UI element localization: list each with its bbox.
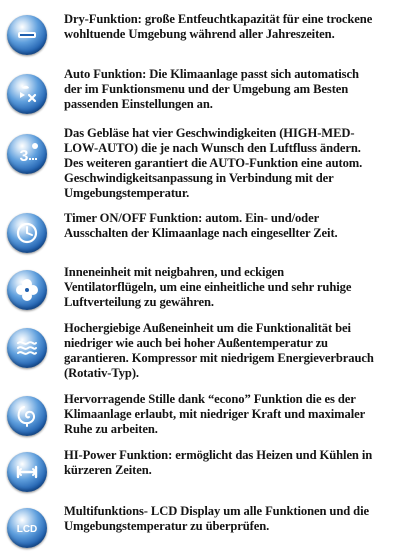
econo-icon <box>7 396 47 436</box>
feature-hi-power-text: HI-Power Funktion: ermöglicht das Heizen und Kühlen in kürzeren Zeiten. <box>64 448 373 477</box>
hi-power-icon <box>7 452 47 492</box>
feature-auto-text: Auto Funktion: Die Klimaanlage passt sich automatisch der im Funktionsmenu und der Umgebung am Besten passenden Einstellungen an. <box>64 67 359 111</box>
feature-lcd-text: Multifunktions- LCD Display um alle Funktionen und die Umgebungstemperatur zu überprüfen. <box>64 504 369 533</box>
outdoor-unit-icon <box>7 328 47 368</box>
dry-mode-icon <box>7 15 47 55</box>
auto-mode-icon <box>7 74 47 114</box>
lcd-display-icon-label: LCD <box>16 524 38 535</box>
feature-fan-speed-text: Das Gebläse hat vier Geschwindigkeiten (HIGH-MED- LOW-AUTO) die je nach Wunsch den Luftfluss ändern. Des weiteren garantiert die AUTO-Funktion eine autom. Geschwindigkeitsanpassung in Verbindung mit der Umgebungstemperatur. <box>64 126 363 200</box>
feature-outdoor-unit-text: Hochergiebige Außeneinheit um die Funktionalität bei niedriger wie auch bei hoher Außentemperatur zu garantieren. Kompressor mit niedrigem Energieverbrauch (Rotativ-Typ). <box>64 321 374 380</box>
feature-dry-text: Dry-Funktion: große Entfeuchtkapazität für eine trockene wohltuende Umgebung während aller Jahreszeiten. <box>64 12 373 41</box>
fan-speed-icon-label: 3 <box>19 148 29 165</box>
timer-icon <box>7 213 47 253</box>
feature-econo-text: Hervorragende Stille dank “econo” Funktion die es der Klimaanlage erlaubt, mit niedriger Kraft und maximaler Ruhe zu arbeiten. <box>64 392 366 436</box>
feature-timer-text: Timer ON/OFF Funktion: autom. Ein- und/oder Ausschalten der Klimaanlage nach eingesellter Zeit. <box>64 211 338 240</box>
feature-indoor-fan-text: Inneneinheit mit neigbahren, und eckigen Ventilatorflügeln, um eine einheitliche und sehr ruhige Luftverteilung zu gewähren. <box>64 265 352 309</box>
lcd-display-icon <box>7 508 47 548</box>
fan-speed-icon <box>7 134 47 174</box>
fan-icon <box>7 270 47 310</box>
